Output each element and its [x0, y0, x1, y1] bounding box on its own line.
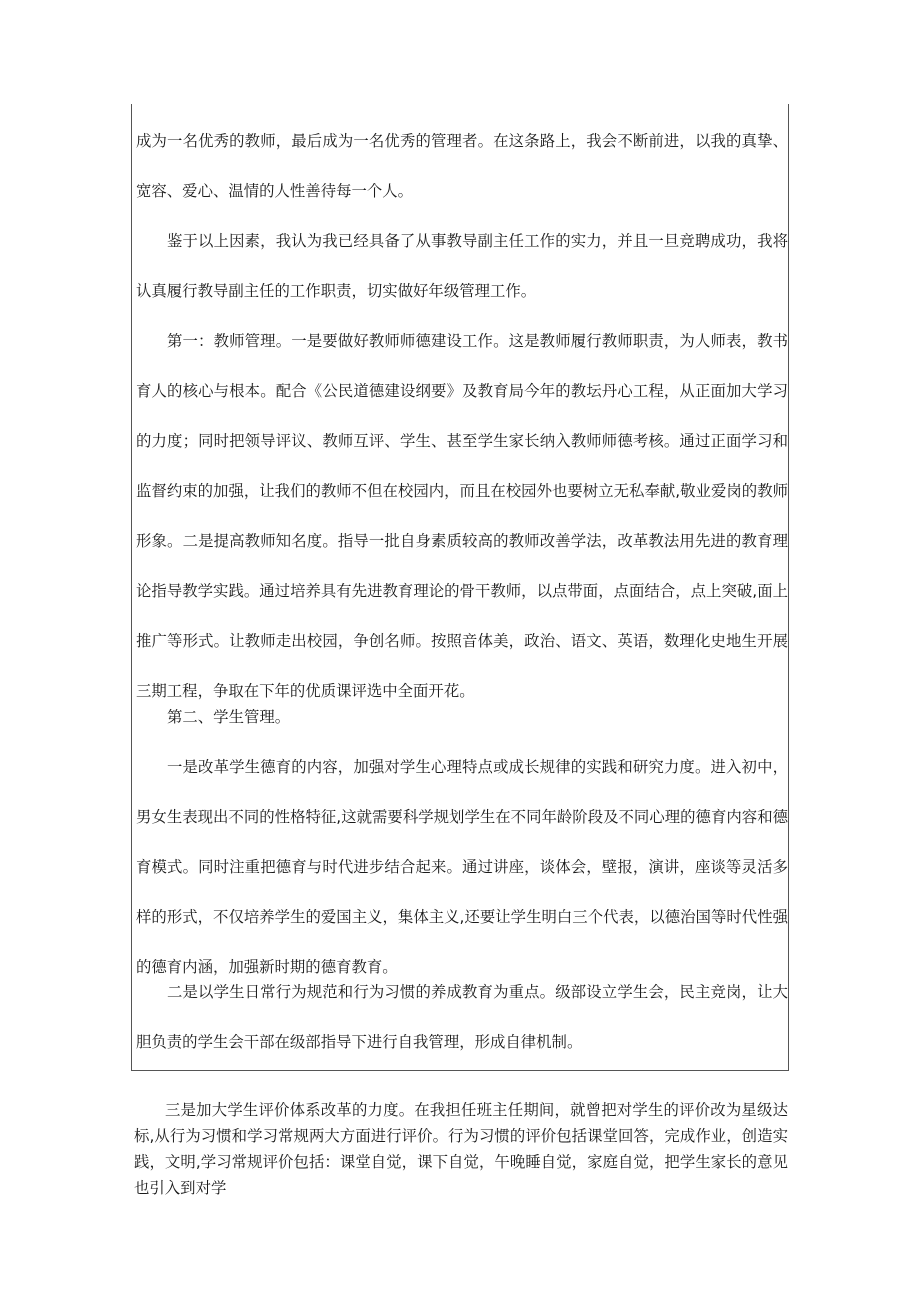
paragraph-evaluation-reform: 三是加大学生评价体系改革的力度。在我担任班主任期间，就曾把对学生的评价改为星级达标,从行为习惯和学习常规两大方面进行评价。行为习惯的评价包括课堂回答，完成作业，创造实践，文明,学习常规评价包括：课堂自觉，课下自觉，午晚睡自觉，家庭自觉，把学生家长的意见也引入到对学 [134, 1101, 788, 1197]
paragraph-qualification-statement: 鉴于以上因素，我认为我已经具备了从事教导副主任工作的实力，并且一旦竞聘成功，我将认真履行教导副主任的工作职责，切实做好年级管理工作。 [136, 232, 788, 300]
paragraph-moral-education-reform: 一是改革学生德育的内容，加强对学生心理特点或成长规律的实践和研究力度。进入初中，男女生表现出不同的性格特征,这就需要科学规划学生在不同年龄阶段及不同心理的德育内容和德育模式。同时注重把德育与时代进步结合起来。通过讲座，谈体会，壁报，演讲，座谈等灵活多样的形式，不仅培养学生的爱国主义，集体主义,还要让学生明白三个代表，以德治国等时代性强的德育内涵，加强新时期的德育教育。 [136, 758, 788, 976]
paragraph-closing-aspiration: 成为一名优秀的教师，最后成为一名优秀的管理者。在这条路上，我会不断前进，以我的真挚、宽容、爱心、温情的人性善待每一个人。 [136, 132, 788, 200]
paragraph-behavior-habits: 二是以学生日常行为规范和行为习惯的养成教育为重点。级部设立学生会，民主竞岗，让大胆负责的学生会干部在级部指导下进行自我管理，形成自律机制。 [136, 983, 788, 1051]
bordered-text-frame [131, 104, 789, 1071]
paragraph-teacher-management: 第一：教师管理。一是要做好教师师德建设工作。这是教师履行教师职责，为人师表，教书育人的核心与根本。配合《公民道德建设纲要》及教育局今年的教坛丹心工程，从正面加大学习的力度；同时把领导评议、教师互评、学生、甚至学生家长纳入教师师德考核。通过正面学习和监督约束的加强，让我们的教师不但在校园内，而且在校园外也要树立无私奉献,敬业爱岗的教师形象。二是提高教师知名度。指导一批自身素质较高的教师改善学法，改革教法用先进的教育理论指导教学实践。通过培养具有先进教育理论的骨干教师，以点带面，点面结合，点上突破,面上推广等形式。让教师走出校园，争创名师。按照音体美，政治、语文、英语，数理化史地生开展三期工程，争取在下年的优质课评选中全面开花。 [136, 332, 788, 700]
paragraph-student-management-heading: 第二、学生管理。 [167, 708, 291, 726]
